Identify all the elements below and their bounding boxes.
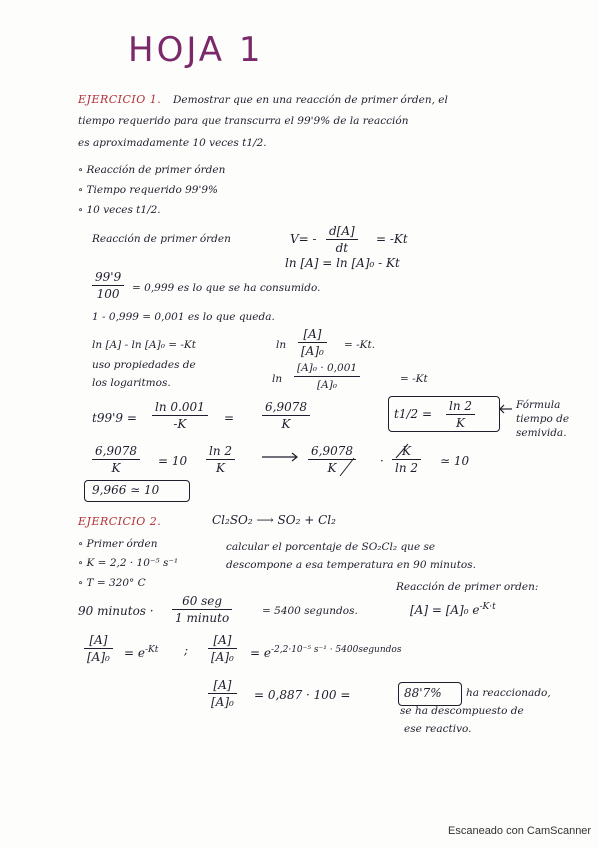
- page-title: HOJA 1: [128, 30, 264, 70]
- right-arrow-icon: [262, 452, 300, 462]
- equals-sign: =: [224, 411, 235, 425]
- scanner-watermark: Escaneado con CamScanner: [448, 825, 592, 837]
- conc-ratio-fraction-1: $\frac{[A]}{\text{[A]₀}}$: [84, 633, 113, 664]
- conc-ratio-fraction-2: $\frac{[A]}{\text{[A]₀}}$: [208, 633, 237, 664]
- exercise-2-label: EJERCICIO 2.: [78, 515, 162, 528]
- formula-note-2: tiempo de: [516, 413, 570, 425]
- ln-ratio2-prefix: ln: [272, 373, 283, 385]
- conc-ratio-rhs-2: = $e^{-2,2\cdot 10^{-5} s^{-1} \cdot 5400segundos}$: [250, 645, 402, 660]
- arrow-icon: [498, 404, 514, 414]
- ln-ratio-rhs: = -Kt.: [344, 339, 376, 351]
- minutes-fraction: 60 seg 1 minuto: [172, 594, 232, 625]
- ratio-fraction-2: $\frac{\ln 2}{K}$: [206, 444, 235, 475]
- conc-ratio-fraction-3: $\frac{[A]}{\text{[A]₀}}$: [208, 678, 237, 709]
- ratio-equals-10: = 10: [158, 454, 188, 468]
- percent-value: 88'7%: [404, 686, 442, 700]
- conclusion-1: ha reaccionado,: [466, 687, 551, 699]
- ratio-approx-10: ≃ 10: [440, 454, 470, 468]
- ln-ratio-prefix: ln: [276, 339, 287, 351]
- first-order-label: Reacción de primer orden:: [396, 581, 539, 593]
- formula-note-3: semivida.: [516, 427, 567, 439]
- ln-equation: ln [A] - ln [A]₀ = -Kt: [92, 339, 196, 351]
- ex2-bullet: ∘ K = 2,2 · 10⁻⁵ s⁻¹: [78, 557, 179, 569]
- remaining-text: 1 - 0,999 = 0,001 es lo que queda.: [92, 311, 275, 323]
- ln-ratio2-fraction: $\frac{\text{[A]₀ · 0,001}}{\text{[A]₀}}$: [294, 361, 360, 392]
- ratio-fraction-1: $\frac{6,9078}{K}$: [92, 444, 140, 475]
- log-properties-note-2: los logaritmos.: [92, 377, 171, 389]
- result-value: 9,966 ≃ 10: [92, 483, 160, 497]
- exercise-2-task-2: descompone a esa temperatura en 90 minutos.: [226, 559, 476, 571]
- formula-note-1: Fórmula: [516, 399, 561, 411]
- t999-result-fraction: $\frac{6,9078}{K}$: [262, 400, 310, 431]
- exercise-1-label: EJERCICIO 1.: [78, 93, 162, 106]
- rate-law-label: Reacción de primer órden: [92, 233, 231, 245]
- conclusion-2: se ha descompuesto de: [400, 705, 524, 717]
- seconds-result: = 5400 segundos.: [262, 605, 358, 617]
- ex2-bullet: ∘ Primer órden: [78, 538, 158, 550]
- integrated-rate-law: ln [A] = ln [A]₀ - Kt: [285, 256, 400, 270]
- conc-ratio-rhs-1: = $e^{-Kt}$: [124, 645, 159, 660]
- ratio-fraction-3: $\frac{6,9078}{K}$: [308, 444, 356, 475]
- half-life-fraction: $\frac{\ln 2}{K}$: [446, 399, 475, 430]
- rate-law-lhs: V= -: [290, 232, 317, 246]
- t999-fraction: $\frac{\ln 0.001}{-K}$: [152, 400, 208, 431]
- ln-ratio-fraction: $\frac{[A]}{\text{[A]₀}}$: [298, 327, 327, 358]
- conclusion-3: ese reactivo.: [404, 723, 472, 735]
- first-order-equation: [A] = [A]₀ $e^{-K\cdot t}$: [410, 602, 496, 617]
- cancel-strike-icon: [340, 456, 410, 478]
- separator: ;: [184, 643, 189, 657]
- log-properties-note-1: uso propiedades de: [92, 359, 196, 371]
- ln-ratio2-rhs: = -Kt: [400, 373, 428, 385]
- exercise-2-reaction: Cl₂SO₂ ⟶ SO₂ + Cl₂: [212, 513, 336, 527]
- ex1-bullet: ∘ 10 veces t1/2.: [78, 204, 161, 216]
- ex1-bullet: ∘ Tiempo requerido 99'9%: [78, 184, 219, 196]
- minutes-lhs: 90 minutos ·: [78, 604, 154, 618]
- ex2-bullet: ∘ T = 320° C: [78, 577, 146, 589]
- rate-law-fraction: $\frac{d[A]}{dt}$: [326, 224, 358, 255]
- fraction-999: $\frac{99'9}{100}$: [92, 270, 124, 301]
- exercise-2-task-1: calcular el porcentaje de SO₂Cl₂ que se: [226, 541, 436, 553]
- rate-law-rhs: = -Kt: [376, 232, 408, 246]
- exercise-1-line-1: Demostrar que en una reacción de primer órden, el: [173, 94, 448, 106]
- exercise-1-line-2: tiempo requerido para que transcurra el 99'9% de la reacción: [78, 115, 409, 127]
- multiply-dot: ·: [380, 454, 384, 468]
- ex1-bullet: ∘ Reacción de primer órden: [78, 164, 226, 176]
- exercise-1-line-3: es aproximadamente 10 veces t1/2.: [78, 137, 267, 149]
- half-life-lhs: t1/2 =: [394, 407, 433, 421]
- consumed-text: = 0,999 es lo que se ha consumido.: [132, 282, 321, 294]
- conc-ratio-rhs-3: = 0,887 · 100 =: [254, 688, 351, 702]
- t999-lhs: t99'9 =: [92, 411, 137, 425]
- ratio-fraction-4: $\frac{K}{\ln 2}$: [392, 444, 421, 475]
